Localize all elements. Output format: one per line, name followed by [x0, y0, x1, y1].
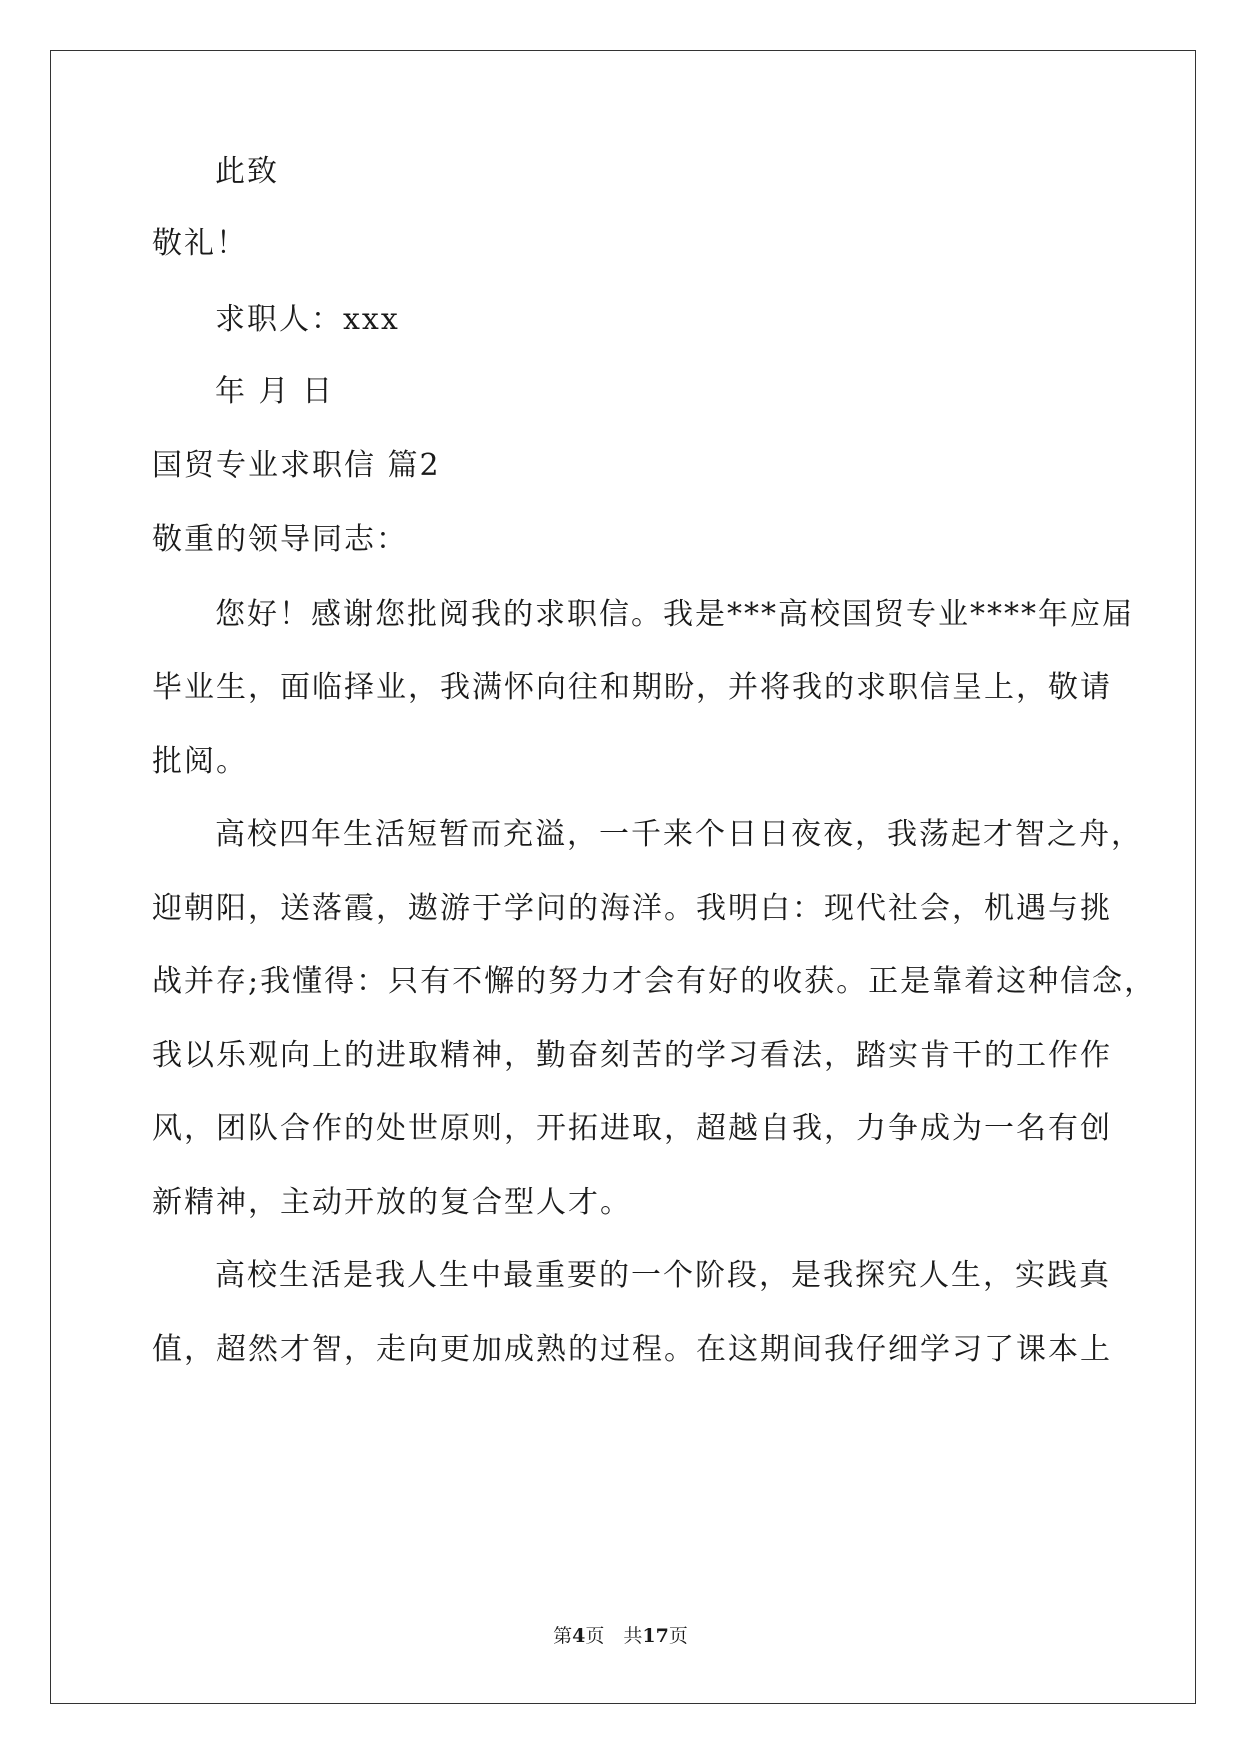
footer-prefix: 第 — [553, 1625, 573, 1647]
footer-mid: 页 共 — [585, 1625, 643, 1647]
salutation-jing-li: 敬礼！ — [152, 226, 248, 261]
salutation-ci-zhi: 此致 — [215, 154, 279, 189]
page-footer — [0, 1624, 1241, 1648]
paragraph-2-line-1: 高校四年生活短暂而充溢，一千来个日日夜夜，我荡起才智之舟， — [215, 817, 1143, 852]
paragraph-2-line-6: 新精神，主动开放的复合型人才。 — [152, 1185, 632, 1220]
section-title: 国贸专业求职信 篇2 — [152, 448, 441, 483]
paragraph-2-line-2: 迎朝阳，送落霞，遨游于学问的海洋。我明白：现代社会，机遇与挑 — [152, 891, 1112, 926]
paragraph-1-line-3: 批阅。 — [152, 744, 248, 779]
paragraph-3-line-2: 值，超然才智，走向更加成熟的过程。在这期间我仔细学习了课本上 — [152, 1332, 1112, 1367]
paragraph-2-line-4: 我以乐观向上的进取精神，勤奋刻苦的学习看法，踏实肯干的工作作 — [152, 1038, 1112, 1073]
paragraph-2-line-5: 风，团队合作的处世原则，开拓进取，超越自我，力争成为一名有创 — [152, 1111, 1112, 1146]
page-border — [50, 50, 1196, 1704]
footer-suffix: 页 — [668, 1625, 688, 1647]
current-page-number: 4 — [572, 1625, 586, 1647]
paragraph-1-line-1: 您好！感谢您批阅我的求职信。我是***高校国贸专业****年应届 — [215, 597, 1134, 632]
applicant-signature: 求职人：xxx — [215, 302, 400, 337]
paragraph-3-line-1: 高校生活是我人生中最重要的一个阶段，是我探究人生，实践真 — [215, 1258, 1111, 1293]
letter-date: 年 月 日 — [215, 374, 335, 409]
letter-greeting: 敬重的领导同志： — [152, 522, 408, 557]
paragraph-2-line-3: 战并存;我懂得：只有不懈的努力才会有好的收获。正是靠着这种信念， — [152, 964, 1157, 999]
paragraph-1-line-2: 毕业生，面临择业，我满怀向往和期盼，并将我的求职信呈上，敬请 — [152, 670, 1112, 705]
total-page-count: 17 — [642, 1625, 669, 1647]
